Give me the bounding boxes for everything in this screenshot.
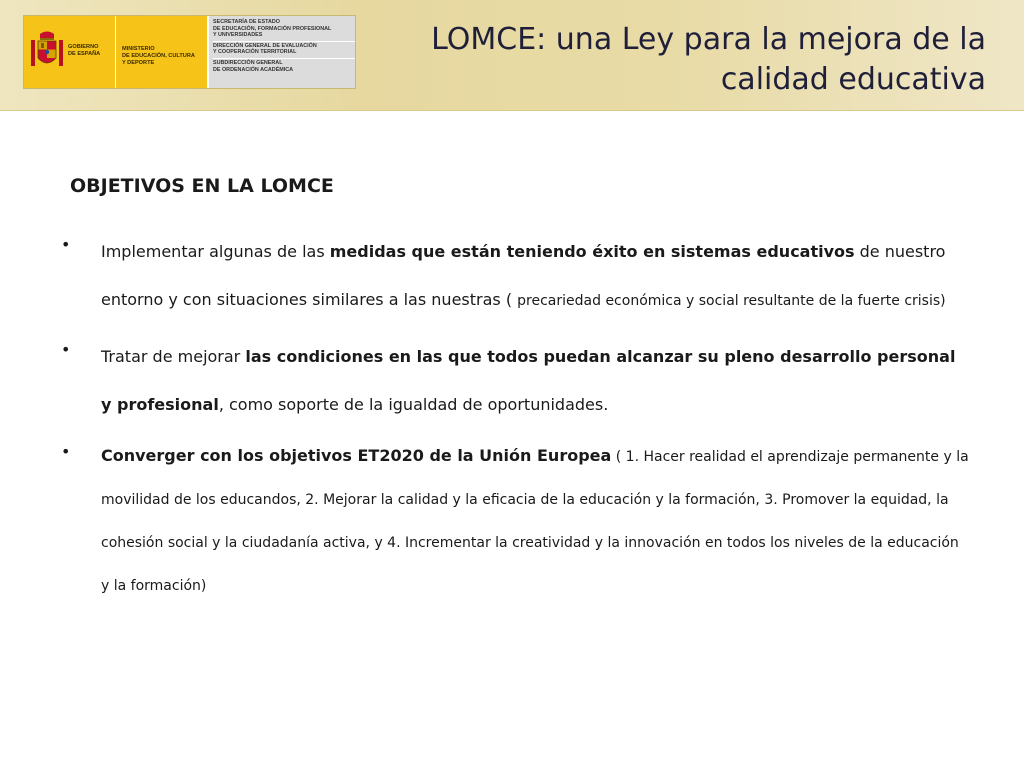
bullet-bold-text: las condiciones en las que todos puedan alcanzar su pleno desarrollo personal y profesional <box>101 347 956 414</box>
bullet-text: Implementar algunas de las <box>101 242 330 261</box>
ministerio-label: MINISTERIO DE EDUCACIÓN, CULTURA Y DEPORTE <box>122 46 195 66</box>
gobierno-label: GOBIERNO DE ESPAÑA <box>68 44 101 57</box>
bullet-dot: • <box>61 442 71 461</box>
bullet-dot: • <box>61 235 71 254</box>
slide-title: LOMCE: una Ley para la mejora de la calidad educativa <box>431 22 986 97</box>
slide-header <box>0 0 1024 111</box>
bullet-text: Tratar de mejorar <box>101 347 246 366</box>
section-heading: OBJETIVOS EN LA LOMCE <box>70 175 334 197</box>
ministerio-logo-block <box>116 16 209 88</box>
gobierno-logo-block <box>24 16 116 88</box>
bullet-text: , como soporte de la igualdad de oportunidades. <box>218 395 609 414</box>
bullet-dot: • <box>61 340 71 359</box>
bullet-item <box>58 228 970 325</box>
subunits-logo-block <box>209 16 355 88</box>
bullet-small-text: ( 1. Hacer realidad el aprendizaje permanente y la movilidad de los educandos, 2. Mejorar la calidad y la eficacia de la educación y la formación, 3. Promover la equidad, la cohesión social y la ciudadanía activa, y 4. Incrementar la creatividad y la innovación en todos los niveles de la educación y la formación) <box>101 449 969 594</box>
bullet-item <box>58 435 970 607</box>
bullet-bold-text: medidas que están teniendo éxito en sistemas educativos <box>329 242 855 261</box>
secretaria-label: SECRETARÍA DE ESTADO DE EDUCACIÓN, FORMACIÓN PROFESIONAL Y UNIVERSIDADES <box>213 18 355 42</box>
bullet-bold-text: Converger con los objetivos ET2020 de la Unión Europea <box>101 446 612 465</box>
bullet-list <box>58 228 970 607</box>
coat-of-arms-icon <box>30 30 64 72</box>
bullet-small-text: precariedad económica y social resultante de la fuerte crisis) <box>517 293 946 309</box>
bullet-item <box>58 333 970 429</box>
ministry-logo <box>24 16 355 88</box>
bullet-text: de nuestro entorno y con situaciones similares a las nuestras ( <box>101 242 946 309</box>
subdireccion-label: SUBDIRECCIÓN GENERAL DE ORDENACIÓN ACADÉMICA <box>213 59 294 73</box>
direccion-label: DIRECCIÓN GENERAL DE EVALUACIÓN Y COOPERACIÓN TERRITORIAL <box>213 42 355 59</box>
